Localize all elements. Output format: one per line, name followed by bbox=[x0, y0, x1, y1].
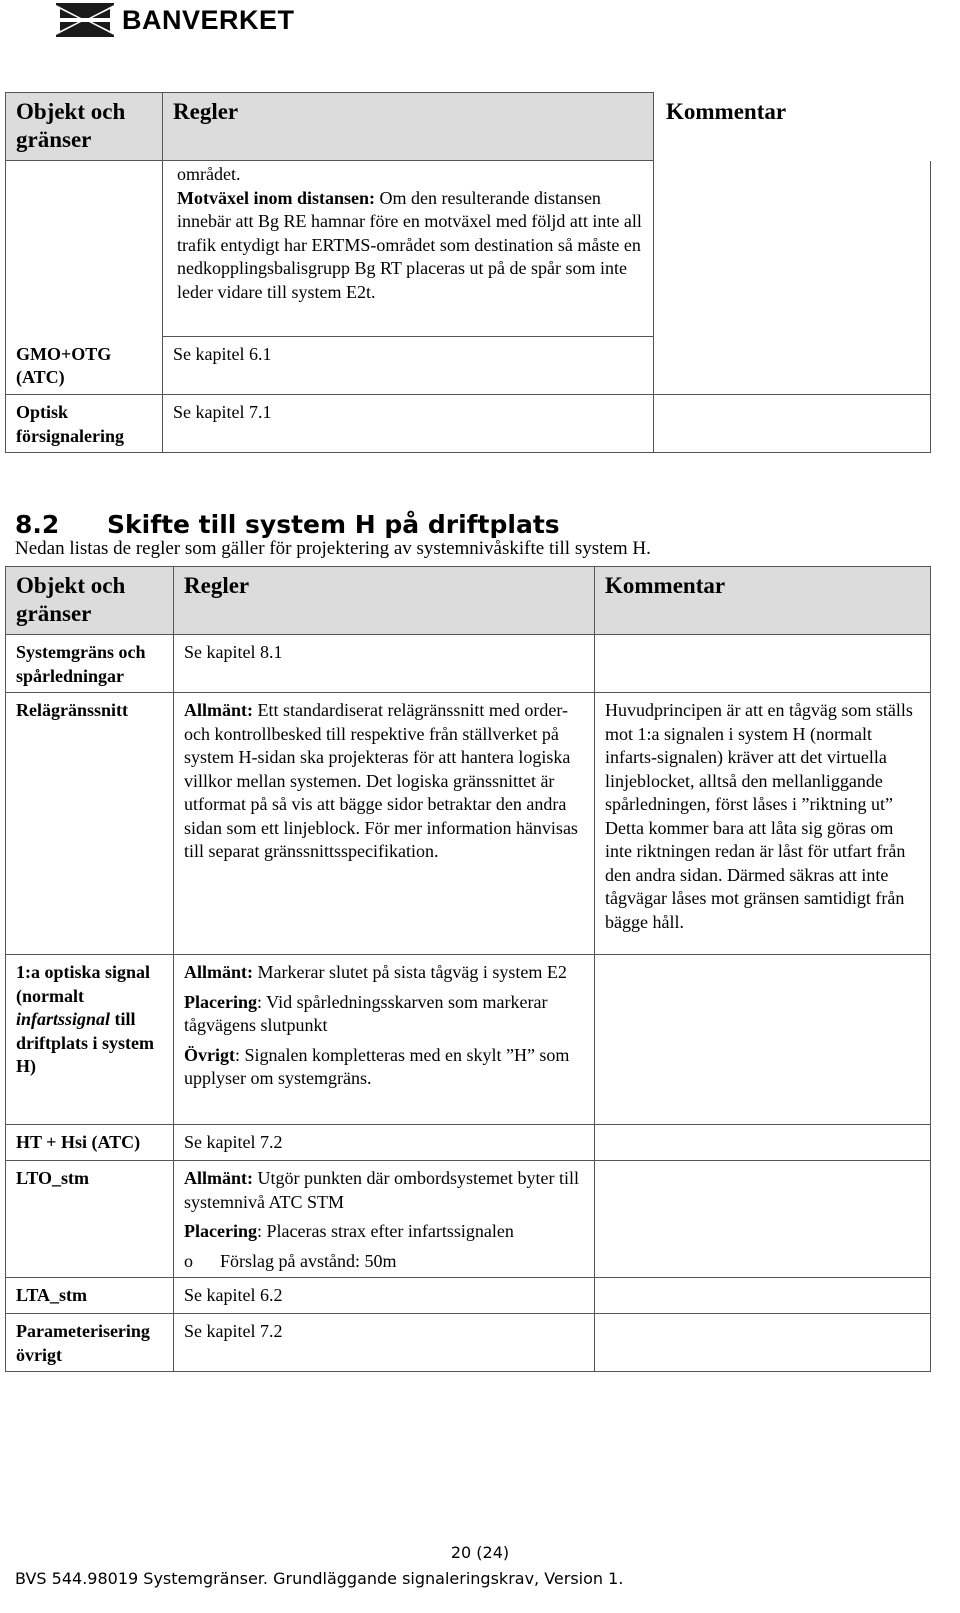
header-regler: Regler bbox=[174, 567, 595, 635]
table-row bbox=[6, 1278, 931, 1314]
header-kommentar: Kommentar bbox=[654, 93, 931, 161]
table-row bbox=[6, 955, 931, 1125]
object-relagranssnitt: Relägränssnitt bbox=[6, 693, 174, 955]
rule-relagranssnitt bbox=[174, 693, 595, 955]
section-intro: Nedan listas de regler som gäller för projektering av systemnivåskifte till system H. bbox=[15, 538, 651, 559]
header-kommentar: Kommentar bbox=[595, 567, 931, 635]
bullet-item bbox=[184, 1250, 586, 1274]
rule-allmant bbox=[184, 1167, 586, 1214]
object-lto-stm: LTO_stm bbox=[6, 1161, 174, 1278]
rule-label: Allmänt: bbox=[184, 700, 253, 720]
rule-cell bbox=[163, 161, 654, 337]
comment-optisk bbox=[654, 395, 931, 453]
rule-placering bbox=[184, 1220, 586, 1244]
table-row bbox=[6, 1161, 931, 1278]
object-ht-hsi: HT + Hsi (ATC) bbox=[6, 1125, 174, 1161]
comment-ht-hsi bbox=[595, 1125, 931, 1161]
object-text: 1:a optiska signal (normalt bbox=[16, 962, 151, 1006]
comment-lta-stm bbox=[595, 1278, 931, 1314]
object-optisk: Optisk försignalering bbox=[6, 395, 163, 453]
comment-cell bbox=[654, 161, 931, 395]
comment-optisk-signal bbox=[595, 955, 931, 1125]
object-gmo-otg: GMO+OTG (ATC) bbox=[6, 337, 163, 395]
header-objekt: Objekt och gränser bbox=[6, 93, 163, 161]
bullet-text: Förslag på avstånd: 50m bbox=[220, 1250, 397, 1271]
banverket-logo bbox=[56, 2, 295, 38]
rule-placering bbox=[184, 991, 586, 1038]
banverket-emblem-icon bbox=[56, 3, 114, 37]
rule-text: Ett standardiserat relägränssnitt med order- och kontrollbesked till respektive från ställverket på system H-sidan ska projekteras för att hantera logiska villkor mellan systemen. Det logiska gränssnittet är utformat på så vis att bägge sidor betraktar den andra sidan som ett linjeblock. För mer information hänvisas till separat gränssnittsspecifikation. bbox=[184, 700, 578, 861]
comment-parameterisering bbox=[595, 1314, 931, 1372]
rule-ovrigt bbox=[184, 1044, 586, 1091]
object-optisk-signal bbox=[6, 955, 174, 1125]
rule-parameterisering: Se kapitel 7.2 bbox=[174, 1314, 595, 1372]
comment-systemgrans bbox=[595, 635, 931, 693]
rule-optisk: Se kapitel 7.1 bbox=[163, 395, 654, 453]
rules-table-2 bbox=[5, 566, 931, 1372]
object-parameterisering: Parameterisering övrigt bbox=[6, 1314, 174, 1372]
rule-systemgrans: Se kapitel 8.1 bbox=[174, 635, 595, 693]
table-row bbox=[6, 161, 931, 337]
rule-label: Placering bbox=[184, 991, 257, 1012]
rule-text: Om den resulterande distansen innebär att Bg RE hamnar före en motväxel med följd att inte all trafik entydigt har ERTMS-området som destination så måste en nedkopplingsbalisgrupp Bg RT placeras ut på de spår som inte leder vidare till system E2t. bbox=[177, 187, 642, 302]
comment-relagranssnitt: Huvudprincipen är att en tågväg som ställs mot 1:a signalen i system H (normalt infarts-signalen) kräver att det virtuella linjeblocket, alltså den mellanliggande spårledningen, först låses i ”riktning ut” Detta kommer bara att låta sig göras om inte riktningen redan är låst för utfart från den andra sidan. Därmed säkras att inte tågvägar låses mot gränsen samtidigt från bägge håll. bbox=[595, 693, 931, 955]
table-header-row bbox=[6, 93, 931, 161]
rule-label: Övrigt bbox=[184, 1044, 235, 1065]
table-header-row bbox=[6, 567, 931, 635]
header-regler: Regler bbox=[163, 93, 654, 161]
logo-text: BANVERKET bbox=[122, 4, 295, 35]
table-row bbox=[6, 395, 931, 453]
rule-text: Markerar slutet på sista tågväg i system E2 bbox=[253, 962, 567, 982]
header-objekt: Objekt och gränser bbox=[6, 567, 174, 635]
rule-label: Allmänt: bbox=[184, 1168, 253, 1188]
section-heading bbox=[15, 510, 560, 539]
document-footer: BVS 544.98019 Systemgränser. Grundläggande signaleringskrav, Version 1. bbox=[15, 1569, 624, 1588]
comment-lto-stm bbox=[595, 1161, 931, 1278]
page-number: 20 (24) bbox=[450, 1543, 510, 1562]
object-text: till driftplats i system H) bbox=[16, 1009, 154, 1076]
object-lta-stm: LTA_stm bbox=[6, 1278, 174, 1314]
rule-lta-stm: Se kapitel 6.2 bbox=[174, 1278, 595, 1314]
table-row bbox=[6, 635, 931, 693]
rule-lto-stm bbox=[174, 1161, 595, 1278]
rule-text: : Vid spårledningsskarven som markerar tågvägens slutpunkt bbox=[184, 991, 548, 1035]
rule-ht-hsi: Se kapitel 7.2 bbox=[174, 1125, 595, 1161]
table-row bbox=[6, 1314, 931, 1372]
bullet-marker: o bbox=[184, 1250, 193, 1271]
rule-label: Allmänt: bbox=[184, 962, 253, 982]
rule-optisk-signal bbox=[174, 955, 595, 1125]
rule-text: : Signalen kompletteras med en skylt ”H” som upplyser om systemgräns. bbox=[184, 1044, 570, 1088]
section-number: 8.2 bbox=[15, 510, 60, 539]
rule-label: Placering bbox=[184, 1221, 257, 1241]
rule-allmant bbox=[184, 961, 586, 985]
rule-gmo-otg: Se kapitel 6.1 bbox=[163, 337, 654, 395]
rule-text: : Placeras strax efter infartssignalen bbox=[256, 1221, 514, 1241]
table-row bbox=[6, 1125, 931, 1161]
rule-motvaxel bbox=[177, 187, 645, 305]
object-italic: infartssignal bbox=[16, 1009, 111, 1029]
table-row bbox=[6, 693, 931, 955]
object-systemgrans: Systemgräns och spårledningar bbox=[6, 635, 174, 693]
rule-continuation: området. bbox=[177, 164, 241, 184]
object-cell-empty bbox=[6, 161, 163, 337]
section-title: Skifte till system H på driftplats bbox=[107, 510, 560, 539]
rule-text: Utgör punkten där ombordsystemet byter till systemnivå ATC STM bbox=[184, 1168, 579, 1212]
rules-table-1 bbox=[5, 92, 931, 453]
rule-label: Motväxel inom distansen: bbox=[177, 187, 375, 208]
